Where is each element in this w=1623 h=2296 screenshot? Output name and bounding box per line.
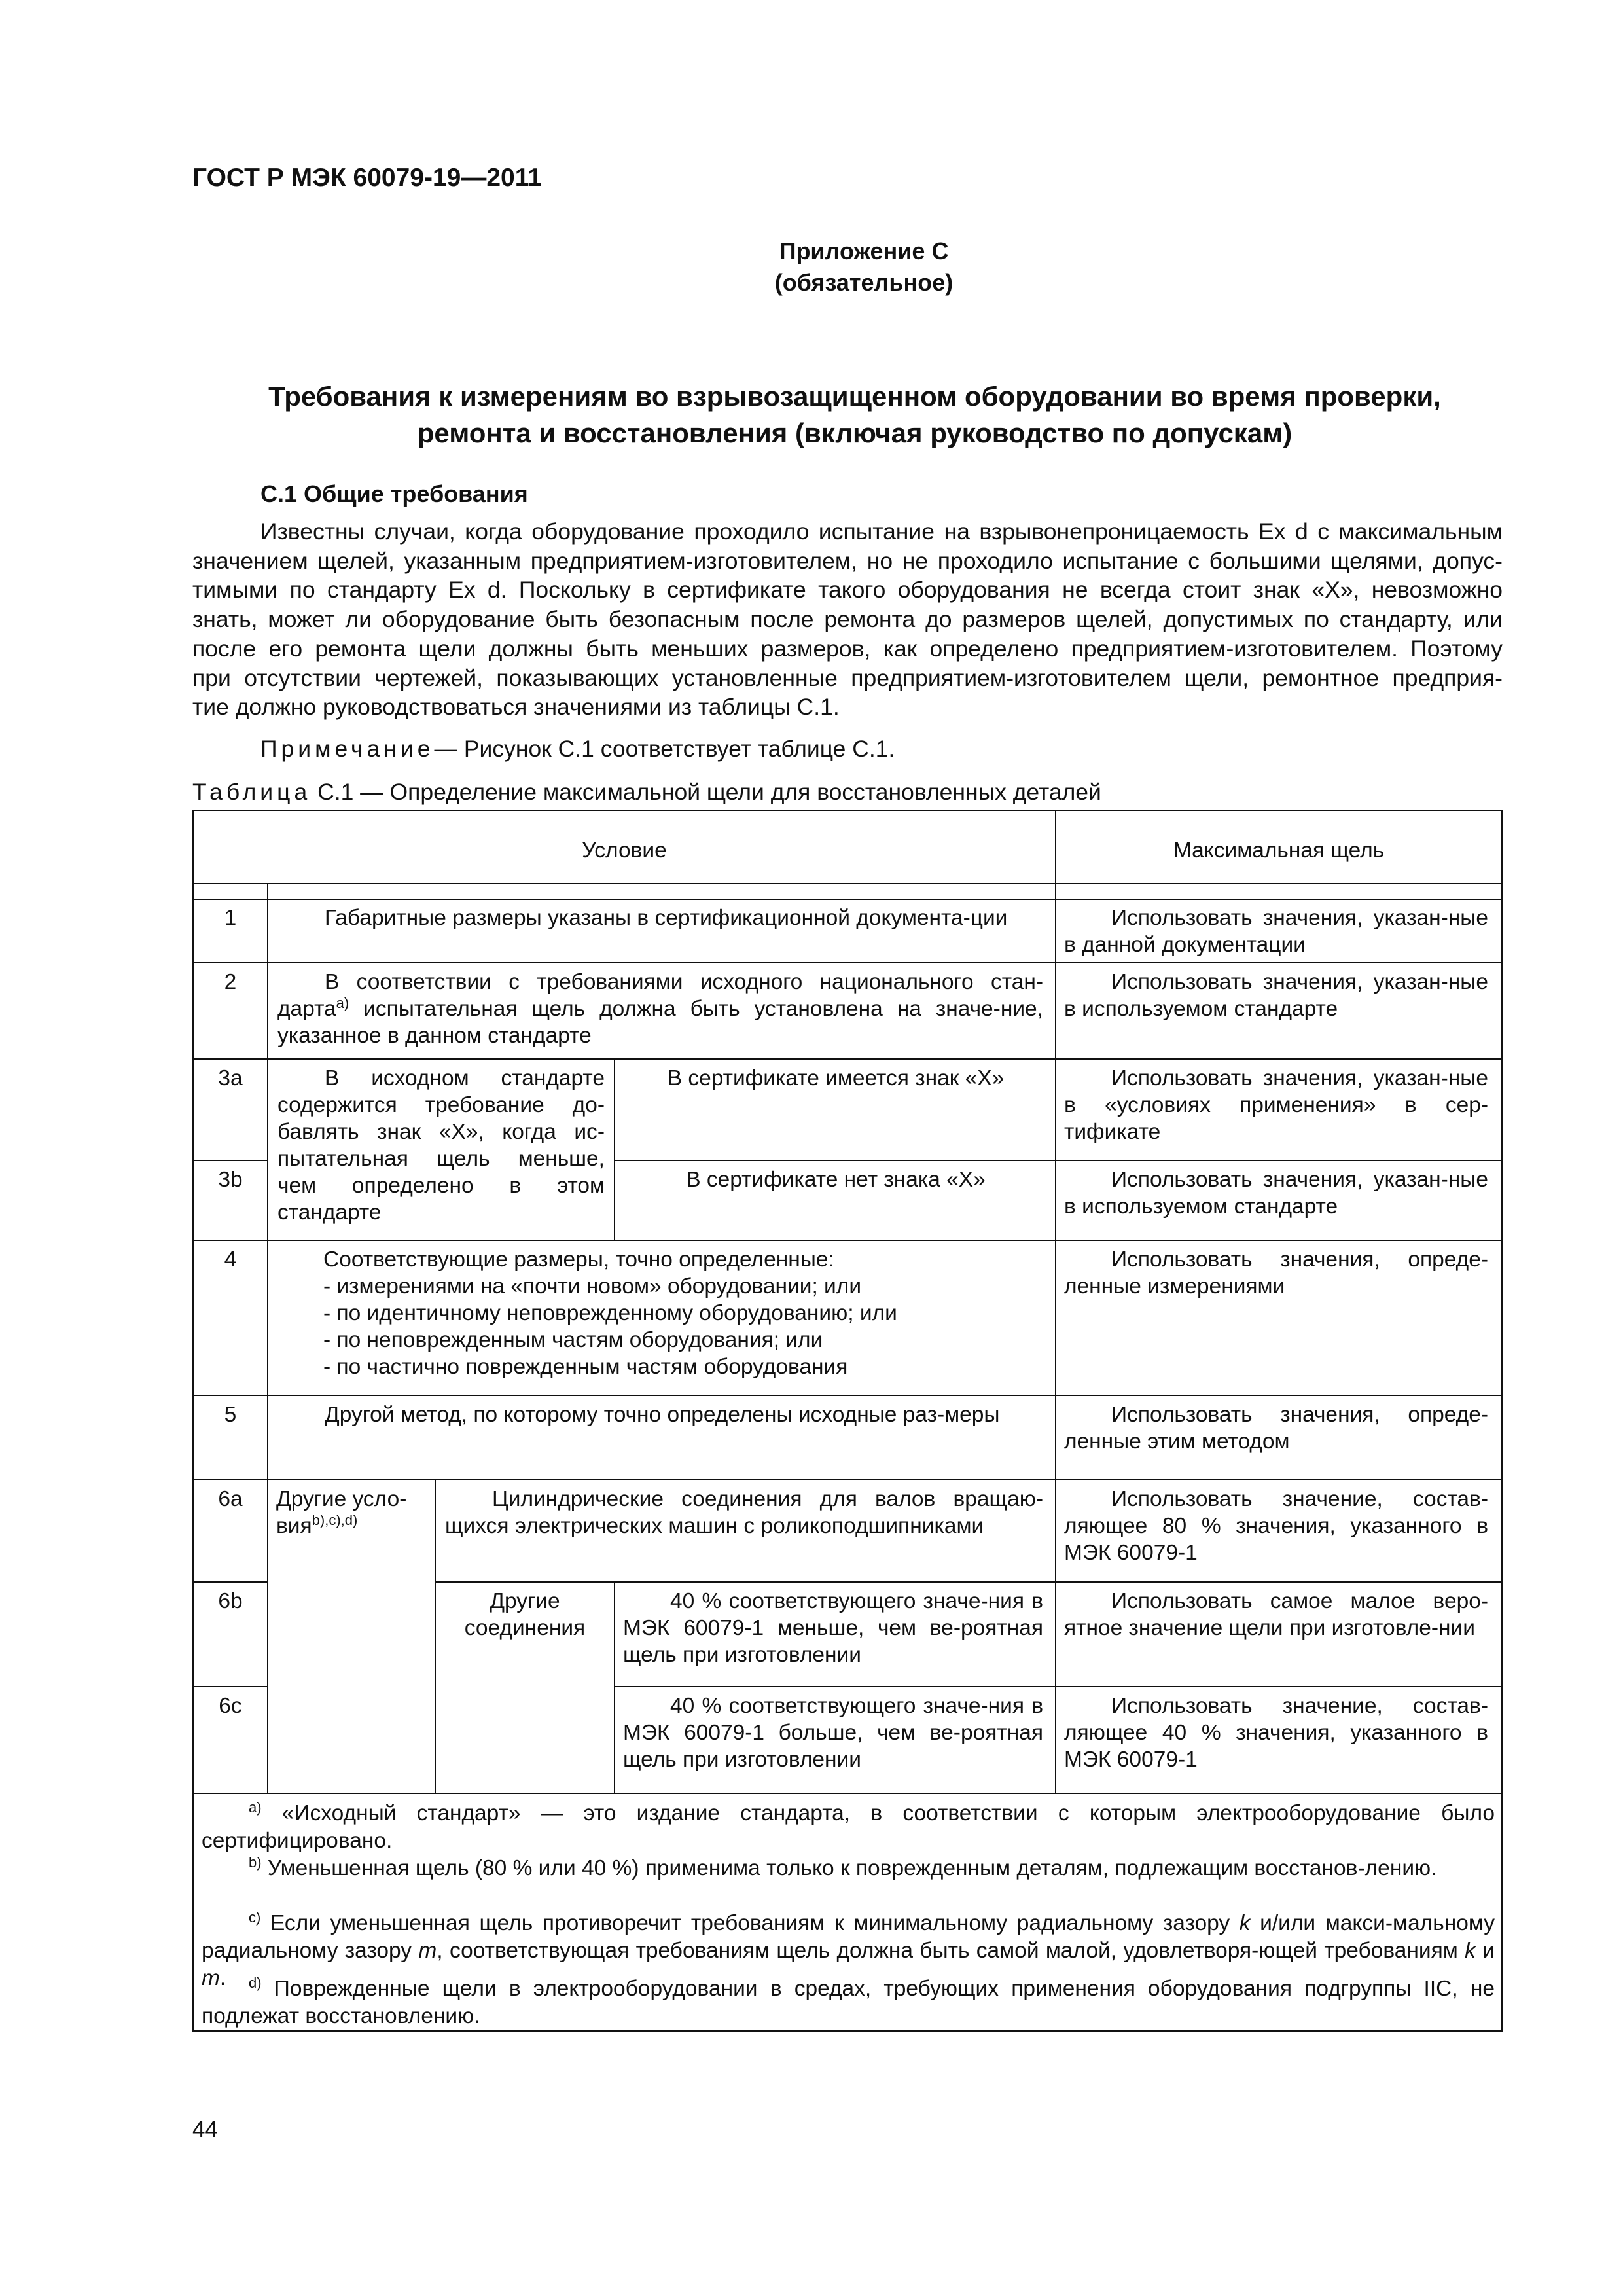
- row-number: 6b: [218, 1589, 243, 1613]
- condition-sub-cell: 40 % соответствующего значе-ния в МЭК 60079-1 больше, чем ве-роятная щель при изготовлении: [623, 1694, 1043, 1772]
- gap-cell: Использовать значение, состав-ляющее 40 % значения, указанного в МЭК 60079-1: [1064, 1694, 1488, 1772]
- gap-cell: Использовать значения, указан-ные в «условиях применения» в сер-тификате: [1064, 1066, 1488, 1144]
- footnote-mark: c): [249, 1909, 261, 1926]
- title-line-2: ремонта и восстановления (включая руководство по допускам): [417, 418, 1293, 448]
- table-caption-text: С.1 — Определение максимальной щели для восстановленных деталей: [311, 779, 1101, 805]
- list-item: - по идентичному неповрежденному оборудованию; или: [323, 1301, 897, 1325]
- row-number: 3b: [218, 1168, 243, 1192]
- row-number: 1: [224, 906, 237, 930]
- note-text: — Рисунок С.1 соответствует таблице С.1.: [434, 736, 895, 762]
- condition-cell: Другой метод, по которому точно определены исходные раз-меры: [325, 1403, 1000, 1427]
- gap-cell: Использовать значения, указан-ные в используемом стандарте: [1064, 970, 1488, 1021]
- footnote-text: .: [219, 1966, 226, 1990]
- footnote-ref: a): [336, 994, 349, 1011]
- annex-heading: [694, 236, 1034, 298]
- footnote-a: [202, 1800, 1495, 1855]
- row-number: 2: [224, 970, 237, 994]
- footnote-text: Поврежденные щели в электрооборудовании в средах, требующих применения оборудования подгруппы IIC, не подлежат восстановлению.: [202, 1977, 1495, 2028]
- table-caption: [192, 779, 1101, 806]
- row-number: 5: [224, 1403, 237, 1427]
- footnote-ref: b),c),d): [312, 1511, 358, 1528]
- footnote-text: Если уменьшенная щель противоречит требованиям к минимальному радиальному зазору: [260, 1911, 1240, 1935]
- gap-cell: Использовать самое малое веро-ятное значение щели при изготовле-нии: [1064, 1589, 1488, 1640]
- symbol-k: k: [1239, 1911, 1251, 1935]
- cylindrical-joints-cell: Цилиндрические соединения для валов вращаю-щихся электрических машин с роликоподшипниками: [445, 1487, 1043, 1538]
- para-line: тие должно руководствоваться значениями из таблицы С.1.: [192, 694, 840, 721]
- gap-cell: Использовать значения, указан-ные в данной документации: [1064, 906, 1488, 957]
- para-line: знать, может ли оборудование быть безопасным после ремонта до размеров щелей, допустимых по стандарту, или: [192, 606, 1503, 633]
- note-label: Примечание: [260, 736, 435, 762]
- condition-sub-cell: В сертификате нет знака «Х»: [686, 1168, 986, 1192]
- para-line: при отсутствии чертежей, показывающих установленные предприятием-изготовителем щели, ремонтное предприя-: [192, 664, 1503, 691]
- table-caption-label: Таблица: [192, 779, 312, 805]
- row-number: 6c: [219, 1694, 242, 1718]
- condition-sub-cell: 40 % соответствующего значе-ния в МЭК 60079-1 меньше, чем ве-роятная щель при изготовлении: [623, 1589, 1043, 1667]
- condition-cell: Габаритные размеры указаны в сертификационной документа-ции: [325, 906, 1008, 930]
- symbol-m: m: [418, 1939, 437, 1963]
- footnote-text: «Исходный стандарт» — это издание стандарта, в соответствии с которым электрооборудование было сертифицировано.: [202, 1801, 1495, 1853]
- page-title: [192, 378, 1517, 452]
- header-max-gap: Максимальная щель: [1173, 838, 1385, 863]
- row-number: 3a: [218, 1066, 243, 1090]
- condition-cell: [277, 969, 1043, 1049]
- condition-cell: [277, 1246, 1043, 1380]
- page-number: 44: [192, 2117, 218, 2142]
- cond-text: В соответствии с требованиями исходного национального стан-дарта: [277, 970, 1043, 1021]
- gap-cell: Использовать значения, опреде-ленные измерениями: [1064, 1247, 1488, 1299]
- footnote-text: и/или макси-мальному радиальному зазору: [202, 1911, 1495, 1963]
- para-line: значением щелей, указанным предприятием-изготовителем, но не проходило испытание с большими щелями, допус-: [192, 547, 1503, 574]
- symbol-m: m: [202, 1966, 220, 1990]
- cond-text: испытательная щель должна быть установлена на значе-ние, указанное в данном стандарте: [277, 997, 1043, 1048]
- gap-cell: Использовать значения, опреде-ленные этим методом: [1064, 1403, 1488, 1454]
- footnote-text: , соответствующая требованиям щель должна быть самой малой, удовлетворя-ющей требованиям: [437, 1939, 1465, 1963]
- other-conditions-text: Другие усло-вия: [276, 1487, 407, 1538]
- footnote-text: Уменьшенная щель (80 % или 40 %) применима только к поврежденным деталям, подлежащим восстанов-лению.: [261, 1856, 1437, 1880]
- condition-intro: Соответствующие размеры, точно определенные:: [323, 1247, 834, 1272]
- footnote-b: [202, 1855, 1495, 1882]
- footnote-mark: b): [249, 1854, 262, 1871]
- para-line: Известны случаи, когда оборудование проходило испытание на взрывонепроницаемость Ex d с максимальным: [260, 518, 1503, 545]
- para-line: после его ремонта щели должны быть меньших размеров, как определено предприятием-изготовителем. Поэтому: [192, 635, 1503, 662]
- gap-cell: Использовать значение, состав-ляющее 80 % значения, указанного в МЭК 60079-1: [1064, 1487, 1488, 1565]
- footnote-text: и: [1475, 1939, 1495, 1963]
- footnote-d: [202, 1975, 1495, 2030]
- row-number: 4: [224, 1247, 237, 1272]
- gap-cell: Использовать значения, указан-ные в используемом стандарте: [1064, 1168, 1488, 1219]
- other-conditions-cell: [276, 1486, 431, 1539]
- title-line-1: Требования к измерениям во взрывозащищенном оборудовании во время проверки,: [268, 381, 1441, 412]
- symbol-k: k: [1465, 1939, 1476, 1963]
- header-condition: Условие: [582, 838, 667, 863]
- note: [260, 736, 895, 762]
- annex-status: (обязательное): [774, 269, 954, 296]
- other-joints-cell: Другие соединения: [464, 1589, 586, 1640]
- document-id: ГОСТ Р МЭК 60079-19—2011: [192, 164, 542, 192]
- row-number: 6a: [218, 1487, 243, 1511]
- annex-title: Приложение С: [779, 238, 949, 264]
- list-item: - по частично поврежденным частям оборудования: [323, 1355, 848, 1379]
- para-line: тимыми по стандарту Ex d. Поскольку в сертификате такого оборудования не всегда стоит знак «Х», невозможно: [192, 577, 1503, 603]
- list-item: - измерениями на «почти новом» оборудовании; или: [323, 1274, 862, 1299]
- list-item: - по неповрежденным частям оборудования; или: [323, 1328, 823, 1352]
- body-paragraph: [192, 517, 1503, 722]
- footnote-mark: d): [249, 1974, 262, 1991]
- condition-cell-merged: В исходном стандарте содержится требование до-бавлять знак «Х», когда ис-пытательная щель меньше, чем определено в этом стандарте: [277, 1066, 605, 1225]
- footnote-mark: a): [249, 1799, 262, 1816]
- condition-sub-cell: В сертификате имеется знак «Х»: [667, 1066, 1005, 1090]
- section-heading: С.1 Общие требования: [260, 480, 528, 507]
- gap-table: [192, 810, 1503, 2032]
